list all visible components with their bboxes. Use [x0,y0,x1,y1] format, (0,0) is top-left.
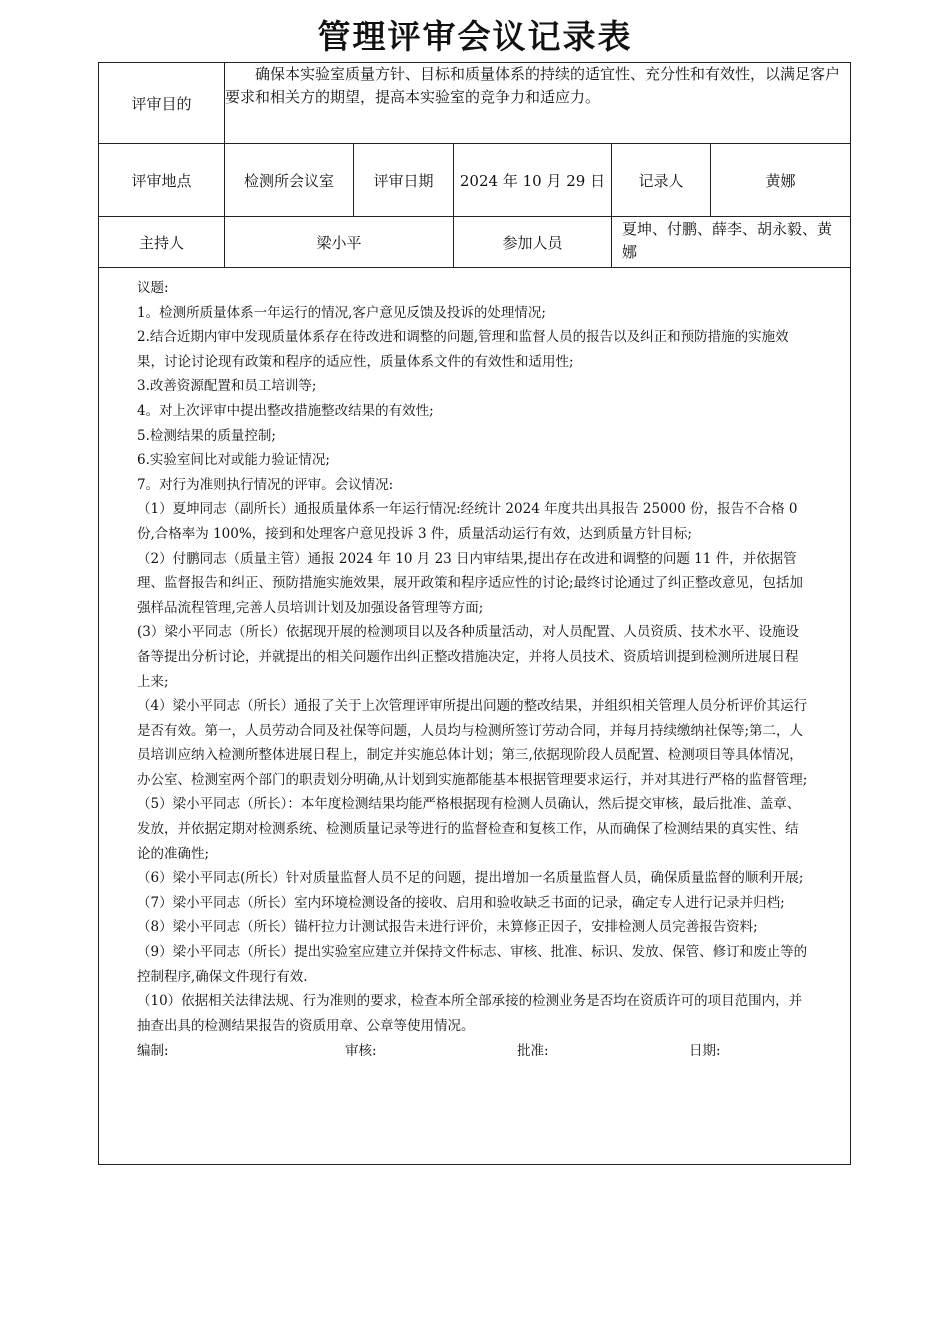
agenda-item: 2.结合近期内审中发现质量体系存在待改进和调整的问题,管理和监督人员的报告以及纠正和预防措施的实施效果，讨论讨论现有政策和程序的适应性，质量体系文件的有效性和适用性; [137,329,789,370]
meeting-item: （8）梁小平同志（所长）锚杆拉力计测试报告未进行评价，未算修正因子，安排检测人员完善报告资料; [137,919,758,936]
reviewed-by-label: 审核: [345,1043,377,1060]
meeting-item: (3）梁小平同志（所长）依据现开展的检测项目以及各种质量活动，对人员配置、人员资质、技术水平、设施设备等提出分析讨论，并就提出的相关问题作出纠正整改措施决定，并将人员技术、资质培训提到检测所进展日程上来; [137,624,799,690]
participants-label: 参加人员 [454,217,612,268]
meeting-item: （9）梁小平同志（所长）提出实验室应建立并保持文件标志、审核、批准、标识、发放、保管、修订和废止等的控制程序,确保文件现行有效. [137,944,808,985]
participants-value: 夏坤、付鹏、薛李、胡永毅、黄娜 [612,217,851,268]
agenda-item: 7。对行为准则执行情况的评审。会议情况: [137,476,394,493]
meeting-item: （1）夏坤同志（副所长）通报质量体系一年运行情况:经统计 2024 年度共出具报告 25000 份，报告不合格 0 份,合格率为 100%，接到和处理客户意见投诉 3 件，质量活动运行有效，达到质量方针目标; [137,501,798,542]
agenda-item: 6.实验室间比对或能力验证情况; [137,452,330,469]
meeting-item: （7）梁小平同志（所长）室内环境检测设备的接收、启用和验收缺乏书面的记录，确定专人进行记录并归档; [137,894,785,911]
page-title: 管理评审会议记录表 [317,17,633,56]
signature-row [137,1039,810,1064]
recorder-value: 黄娜 [711,144,851,217]
approved-by-label: 批准: [517,1043,549,1060]
host-value: 梁小平 [225,217,454,268]
meeting-item: （2）付鹏同志（质量主管）通报 2024 年 10 月 23 日内审结果,提出存在改进和调整的问题 11 件，并依据管理、监督报告和纠正、预防措施实施效果，展开政策和程序适应性的讨论;最终讨论通过了纠正整改意见，包括加强样品流程管理,完善人员培训计划及加强设备管理等方面; [137,550,804,616]
agenda-heading: 议题: [137,280,169,296]
agenda-item: 5.检测结果的质量控制; [137,427,276,444]
location-value: 检测所会议室 [225,144,354,217]
meeting-item: （5）梁小平同志（所长）：本年度检测结果均能严格根据现有检测人员确认，然后提交审核，最后批准、盖章、发放，并依据定期对检测系统、检测质量记录等进行的监督检查和复核工作，从而确保了检测结果的真实性、结论的准确性; [137,796,801,862]
agenda-cell [99,268,851,1165]
review-record-table [98,62,851,1165]
location-label: 评审地点 [99,144,225,217]
info-row [99,144,851,217]
agenda-item: 4。对上次评审中提出整改措施整改结果的有效性; [137,402,434,419]
date-label: 评审日期 [354,144,454,217]
date-value: 2024 年 10 月 29 日 [454,144,612,217]
meeting-item: （4）梁小平同志（所长）通报了关于上次管理评审所提出问题的整改结果，并组织相关管理人员分析评价其运行是否有效。第一，人员劳动合同及社保等问题，人员均与检测所签订劳动合同，并每月持续缴纳社保等;第二，人员培训应纳入检测所整体进展日程上，制定并实施总体计划；第三,依据现阶段人员配置、检测项目等具体情况，办公室、检测室两个部门的职责划分明确,从计划到实施都能基本根据管理要求运行，并对其进行严格的监督管理; [137,698,808,788]
agenda-item: 3.改善资源配置和员工培训等; [137,378,317,395]
agenda-item: 1。检测所质量体系一年运行的情况,客户意见反馈及投诉的处理情况; [137,304,546,321]
meeting-item: （6）梁小平同志(所长）针对质量监督人员不足的问题，提出增加一名质量监督人员，确保质量监督的顺利开展; [137,870,804,887]
purpose-label: 评审目的 [99,63,225,144]
host-row [99,217,851,268]
agenda-row [99,268,851,1165]
sign-date-label: 日期: [689,1043,721,1060]
prepared-by-label: 编制: [137,1043,169,1060]
recorder-label: 记录人 [612,144,711,217]
meeting-item: （10）依据相关法律法规、行为准则的要求，检查本所全部承接的检测业务是否均在资质许可的项目范围内，并抽查出具的检测结果报告的资质用章、公章等使用情况。 [137,993,803,1034]
purpose-text: 确保本实验室质量方针、目标和质量体系的持续的适宜性、充分性和有效性，以满足客户要求和相关方的期望，提高本实验室的竞争力和适应力。 [225,63,851,144]
purpose-row [99,63,851,144]
agenda-content [99,268,850,1064]
host-label: 主持人 [99,217,225,268]
